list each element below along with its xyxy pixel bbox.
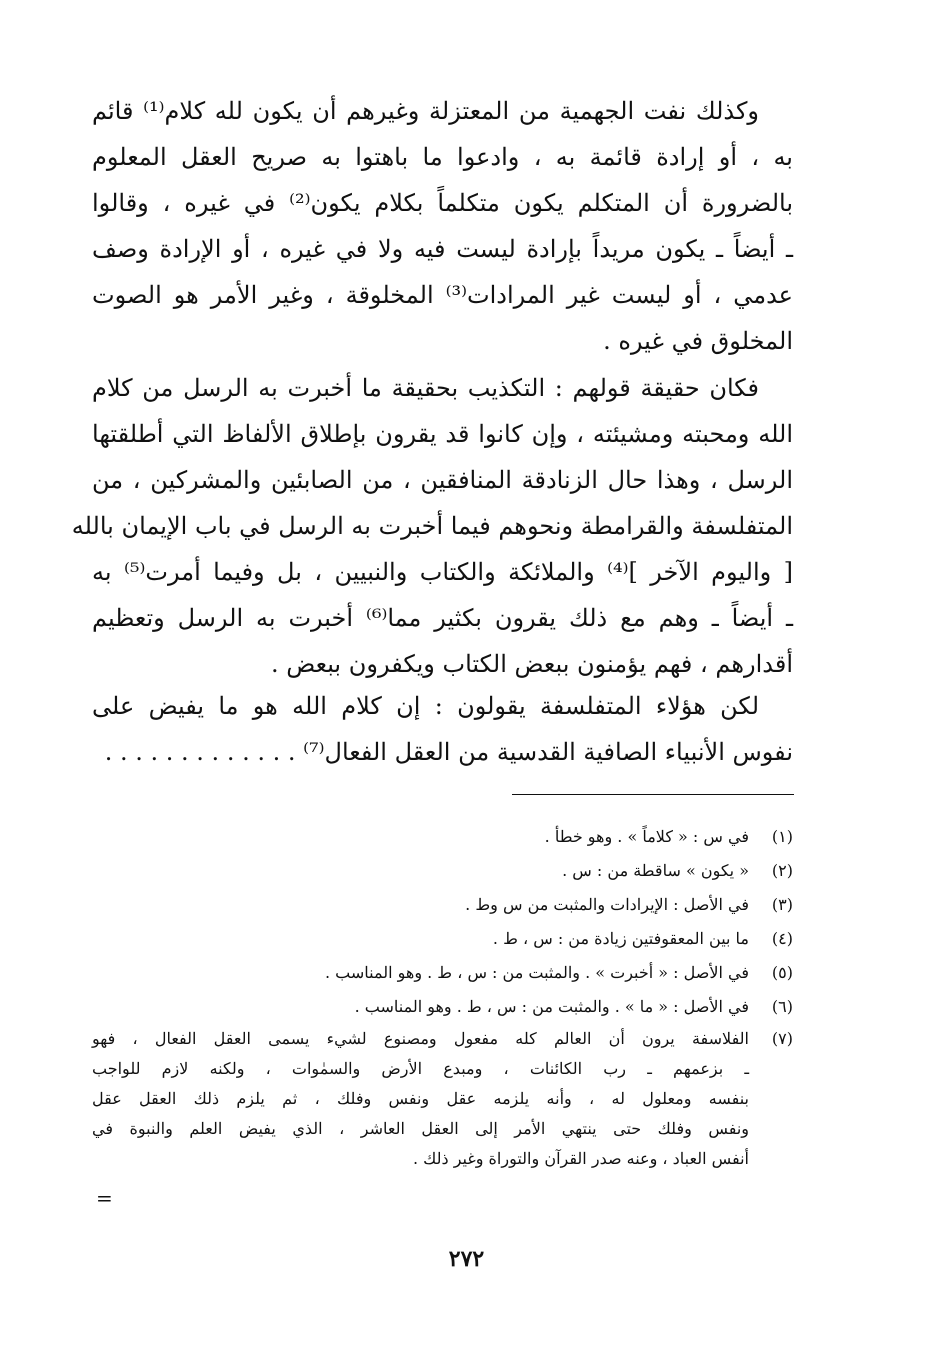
text-line: [ واليوم الآخر ]⁽⁴⁾ والملائكة والكتاب والنبيين ، بل وفيما أمرت⁽⁵⁾ به xyxy=(92,558,793,586)
text-line: وكذلك نفت الجهمية من المعتزلة وغيرهم أن يكون لله كلام⁽¹⁾ قائم xyxy=(92,97,759,125)
footnote-number: (٤) xyxy=(771,929,793,948)
footnote-text: في الأصل : الإيرادات والمثبت من س وط . xyxy=(465,895,749,914)
footnote-text: « يكون » ساقطة من : س . xyxy=(562,861,749,880)
text-line: المتفلسفة والقرامطة ونحوهم فيما أخبرت به الرسل في باب الإيمان بالله xyxy=(71,512,793,540)
footnote-3 xyxy=(92,888,793,922)
text-line: بالضرورة أن المتكلم يكون متكلماً بكلام يكون⁽²⁾ في غيره ، وقالوا xyxy=(92,189,794,217)
footnote-number: (١) xyxy=(771,827,793,846)
footnote-number: (٥) xyxy=(771,963,793,982)
footnote-1 xyxy=(92,820,793,854)
footnote-number: (٣) xyxy=(771,895,793,914)
footnote-7 xyxy=(92,1024,793,1174)
footnote-number: (٦) xyxy=(771,997,793,1016)
footnote-line: بنفسه ومعلول له ، وأنه يلزمه عقل ونفس وفلك ، ثم يلزم ذلك العقل عقل xyxy=(92,1089,749,1108)
footnote-number: (٧) xyxy=(771,1029,793,1048)
footnote-6 xyxy=(92,990,793,1024)
footnote-line: الفلاسفة يرون أن العالم كله مفعول ومصنوع لشيء يسمى العقل الفعال ، فهو xyxy=(92,1029,749,1048)
footnote-4 xyxy=(92,922,793,956)
footnote-text: في الأصل : « ما » . والمثبت من : س ، ط . وهو المناسب . xyxy=(354,997,749,1016)
text-line: نفوس الأنبياء الصافية القدسية من العقل الفعال⁽⁷⁾ . . . . . . . . . . . . . xyxy=(104,738,793,766)
footnotes xyxy=(92,820,793,1174)
footnote-number: (٢) xyxy=(771,861,793,880)
text-line: ـ أيضاً ـ يكون مريداً بإرادة ليست فيه ولا في غيره ، أو الإرادة وصف xyxy=(92,235,793,263)
text-line: أقدارهم ، فهم يؤمنون ببعض الكتاب ويكفرون ببعض . xyxy=(270,650,793,678)
footnote-text: ما بين المعقوفتين زيادة من : س ، ط . xyxy=(492,929,749,948)
continuation-mark: = xyxy=(96,1186,113,1210)
footnote-5 xyxy=(92,956,793,990)
footnote-line: ونفس وفلك حتى ينتهي الأمر إلى العقل العاشر ، الذي يفيض العلم والنبوة في xyxy=(92,1119,749,1138)
text-line: به ، أو إرادة قائمة به ، وادعوا ما باهتوا به صريح العقل المعلوم xyxy=(92,143,793,171)
footnote-line: أنفس العباد ، وعنه صدر القرآن والتوراة وغير ذلك . xyxy=(412,1149,749,1168)
footnote-text: في س : « كلاماً » . وهو خطأ . xyxy=(544,827,749,846)
text-line: الله ومحبته ومشيئته ، وإن كانوا قد يقرون بإطلاق الألفاظ التي أطلقتها xyxy=(92,420,793,448)
text-line: الرسل ، وهذا حال الزنادقة المنافقين ، من الصابئين والمشركين ، من xyxy=(92,466,793,494)
footnote-line: ـ بزعمهم ـ رب الكائنات ، ومبدع الأرض والسمٰوات ، ولكنه لازم للواجب xyxy=(92,1059,749,1078)
text-line: عدمي ، أو ليست غير المرادات⁽³⁾ المخلوقة ، وغير الأمر هو الصوت xyxy=(92,281,793,309)
footnote-2 xyxy=(92,854,793,888)
paragraph-3 xyxy=(92,683,793,775)
text-line: ـ أيضاً ـ وهم مع ذلك يقرون بكثير مما⁽⁶⁾ أخبرت به الرسل وتعظيم xyxy=(92,604,794,632)
footnote-text: في الأصل : « أخبرت » . والمثبت من : س ، ط . وهو المناسب . xyxy=(324,963,749,982)
text-line: فكان حقيقة قولهم : التكذيب بحقيقة ما أخبرت به الرسل من كلام xyxy=(92,374,759,402)
page-number: ٢٧٢ xyxy=(448,1246,485,1272)
footnote-text xyxy=(92,1024,749,1174)
text-line: لكن هؤلاء المتفلسفة يقولون : إن كلام الله هو ما يفيض على xyxy=(92,692,759,720)
footnote-divider xyxy=(512,794,794,795)
paragraph-1 xyxy=(92,88,793,364)
paragraph-2 xyxy=(71,365,794,687)
text-line: المخلوق في غيره . xyxy=(603,327,793,355)
